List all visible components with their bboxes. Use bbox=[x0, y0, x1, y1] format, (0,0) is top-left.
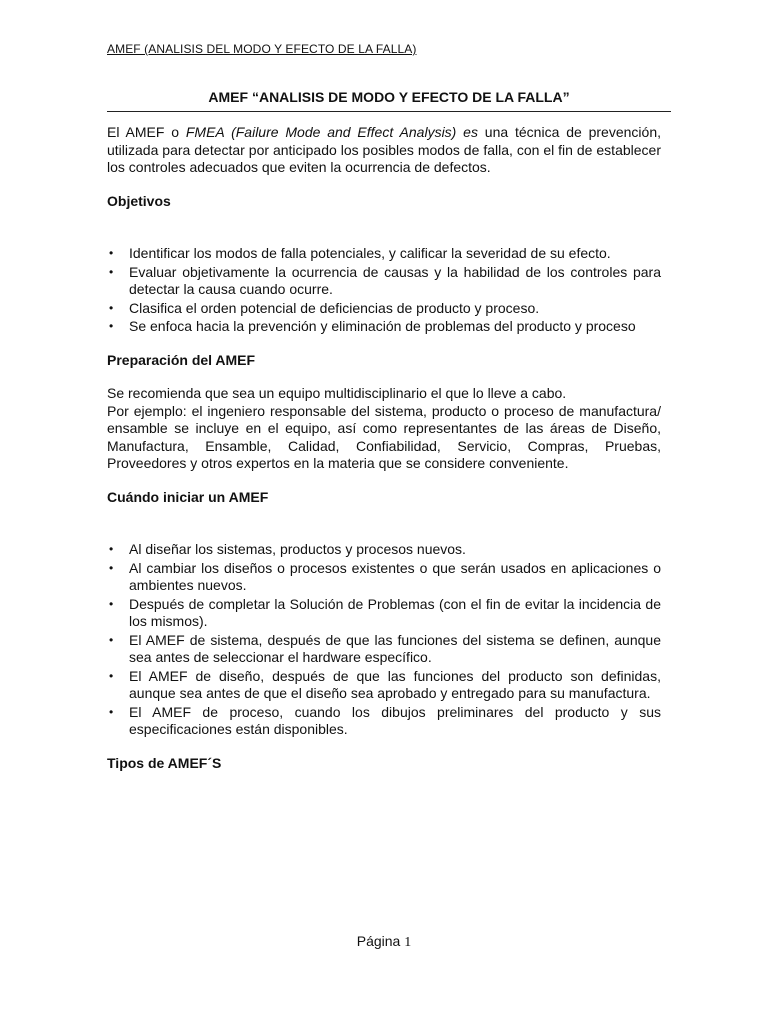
list-item bbox=[107, 264, 661, 299]
list-item-text: Identificar los modos de falla potenciales, y calificar la severidad de su efecto. bbox=[129, 245, 611, 261]
bullet-icon: • bbox=[109, 704, 114, 719]
preparacion-line-1: Se recomienda que sea un equipo multidisciplinario el que lo lleve a cabo. bbox=[107, 385, 567, 401]
list-item bbox=[107, 560, 661, 595]
list-item bbox=[107, 318, 661, 336]
page-label: Página bbox=[356, 933, 401, 949]
document-title: AMEF “ANALISIS DE MODO Y EFECTO DE LA FALLA” bbox=[208, 89, 570, 105]
tipos-heading: Tipos de AMEF´S bbox=[107, 754, 222, 771]
list-item-text: Al cambiar los diseños o procesos existentes o que serán usados en aplicaciones o ambientes nuevos. bbox=[129, 559, 661, 593]
running-header: AMEF (ANALISIS DEL MODO Y EFECTO DE LA FALLA) bbox=[107, 42, 417, 56]
list-item-text: Clasifica el orden potencial de deficiencias de producto y proceso. bbox=[129, 299, 540, 316]
list-item bbox=[107, 245, 661, 263]
list-item-text: Evaluar objetivamente la ocurrencia de causas y la habilidad de los controles para detectar la causa cuando ocurre. bbox=[129, 263, 661, 297]
list-item bbox=[107, 541, 661, 559]
intro-italic: FMEA (Failure Mode and Effect Analysis) es bbox=[185, 124, 478, 140]
list-item bbox=[107, 704, 661, 739]
cuando-heading: Cuándo iniciar un AMEF bbox=[107, 488, 269, 505]
bullet-icon: • bbox=[109, 319, 114, 333]
intro-paragraph bbox=[107, 124, 661, 177]
preparacion-heading: Preparación del AMEF bbox=[107, 351, 256, 368]
document-body bbox=[107, 124, 661, 772]
list-item bbox=[107, 596, 661, 631]
list-item-text: El AMEF de diseño, después de que las funciones del producto son definidas, aunque sea antes de que el diseño sea aprobado y entregado para su manufactura. bbox=[129, 667, 661, 701]
page-footer bbox=[0, 933, 768, 951]
list-item-text: Se enfoca hacia la prevención y eliminación de problemas del producto y proceso bbox=[129, 318, 636, 334]
list-item bbox=[107, 632, 661, 667]
list-item-text: El AMEF de sistema, después de que las funciones del sistema se definen, aunque sea antes de seleccionar el hardware específico. bbox=[129, 631, 661, 665]
bullet-icon: • bbox=[109, 560, 114, 575]
list-item-text: Al diseñar los sistemas, productos y procesos nuevos. bbox=[129, 541, 466, 557]
objetivos-heading: Objetivos bbox=[107, 192, 171, 209]
preparacion-line-2: Por ejemplo: el ingeniero responsable del sistema, producto o proceso de manufactura/ ensamble se incluye en el equipo, así como representantes de las áreas de Diseño, Manufactura, Ensamble, Calidad, Confiabilidad, Servicio, Compras, Pruebas, Proveedores y otros expertos en la materia que se considere conveniente. bbox=[107, 402, 661, 471]
list-item bbox=[107, 300, 661, 318]
bullet-icon: • bbox=[109, 668, 114, 683]
list-item bbox=[107, 668, 661, 703]
bullet-icon: • bbox=[109, 264, 114, 279]
bullet-icon: • bbox=[109, 596, 114, 611]
bullet-icon: • bbox=[109, 300, 114, 315]
intro-suffix: una técnica de prevención, utilizada para detectar por anticipado los posibles modos de falla, con el fin de establecer los controles adecuados que eviten la ocurrencia de defectos. bbox=[107, 124, 661, 175]
list-item-text: El AMEF de proceso, cuando los dibujos preliminares del producto y sus especificaciones están disponibles. bbox=[129, 703, 661, 737]
cuando-list bbox=[107, 541, 661, 739]
bullet-icon: • bbox=[109, 542, 114, 556]
objetivos-list bbox=[107, 245, 661, 336]
bullet-icon: • bbox=[109, 246, 114, 260]
bullet-icon: • bbox=[109, 632, 114, 647]
page-number: 1 bbox=[404, 935, 412, 950]
title-rule bbox=[107, 111, 671, 112]
list-item-text: Después de completar la Solución de Problemas (con el fin de evitar la incidencia de los mismos). bbox=[129, 595, 661, 629]
intro-prefix: El AMEF o bbox=[107, 124, 186, 140]
